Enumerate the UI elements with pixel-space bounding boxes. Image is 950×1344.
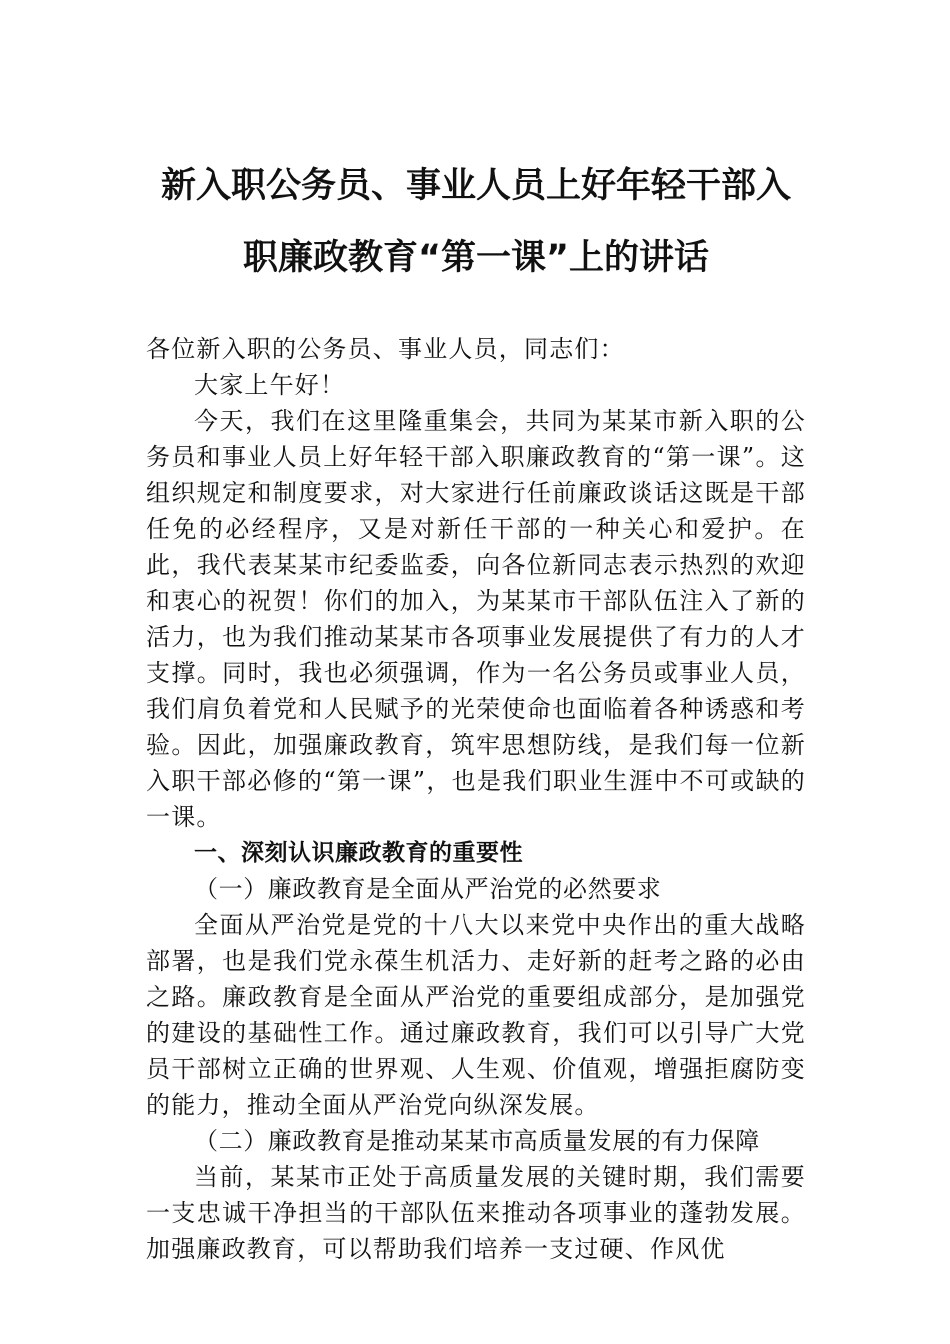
document-title [146,150,806,294]
intro-paragraph: 今天，我们在这里隆重集会，共同为某某市新入职的公务员和事业人员上好年轻干部入职廉政教育的“第一课”。这组织规定和制度要求，对大家进行任前廉政谈话这既是干部任免的必经程序，又是对新任干部的一种关心和爱护。在此，我代表某某市纪委监委，向各位新同志表示热烈的欢迎和衷心的祝贺！你们的加入，为某某市干部队伍注入了新的活力，也为我们推动某某市各项事业发展提供了有力的人才支撑。同时，我也必须强调，作为一名公务员或事业人员，我们肩负着党和人民赋予的光荣使命也面临着各种诱惑和考验。因此，加强廉政教育，筑牢思想防线，是我们每一位新入职干部必修的“第一课”，也是我们职业生涯中不可或缺的一课。 [146,407,806,831]
section-heading-1: 一、深刻认识廉政教育的重要性 [194,840,523,866]
salutation: 各位新入职的公务员、事业人员，同志们： [146,335,625,363]
greeting: 大家上午好！ [194,371,346,399]
subsection-heading-1: （一）廉政教育是全面从严治党的必然要求 [194,875,662,903]
title-line-2: 职廉政教育“第一课”上的讲话 [242,238,709,278]
subsection-paragraph-2: 当前，某某市正处于高质量发展的关键时期，我们需要一支忠诚干净担当的干部队伍来推动各项事业的蓬勃发展。加强廉政教育，可以帮助我们培养一支过硬、作风优 [146,1163,806,1263]
subsection-heading-2: （二）廉政教育是推动某某市高质量发展的有力保障 [194,1127,760,1155]
document-page [146,150,806,1267]
subsection-paragraph-1: 全面从严治党是党的十八大以来党中央作出的重大战略部署，也是我们党永葆生机活力、走好新的赶考之路的必由之路。廉政教育是全面从严治党的重要组成部分，是加强党的建设的基础性工作。通过廉政教育，我们可以引导广大党员干部树立正确的世界观、人生观、价值观，增强拒腐防变的能力，推动全面从严治党向纵深发展。 [146,911,806,1119]
title-line-1: 新入职公务员、事业人员上好年轻干部入 [160,166,791,206]
document-body [146,331,806,1267]
